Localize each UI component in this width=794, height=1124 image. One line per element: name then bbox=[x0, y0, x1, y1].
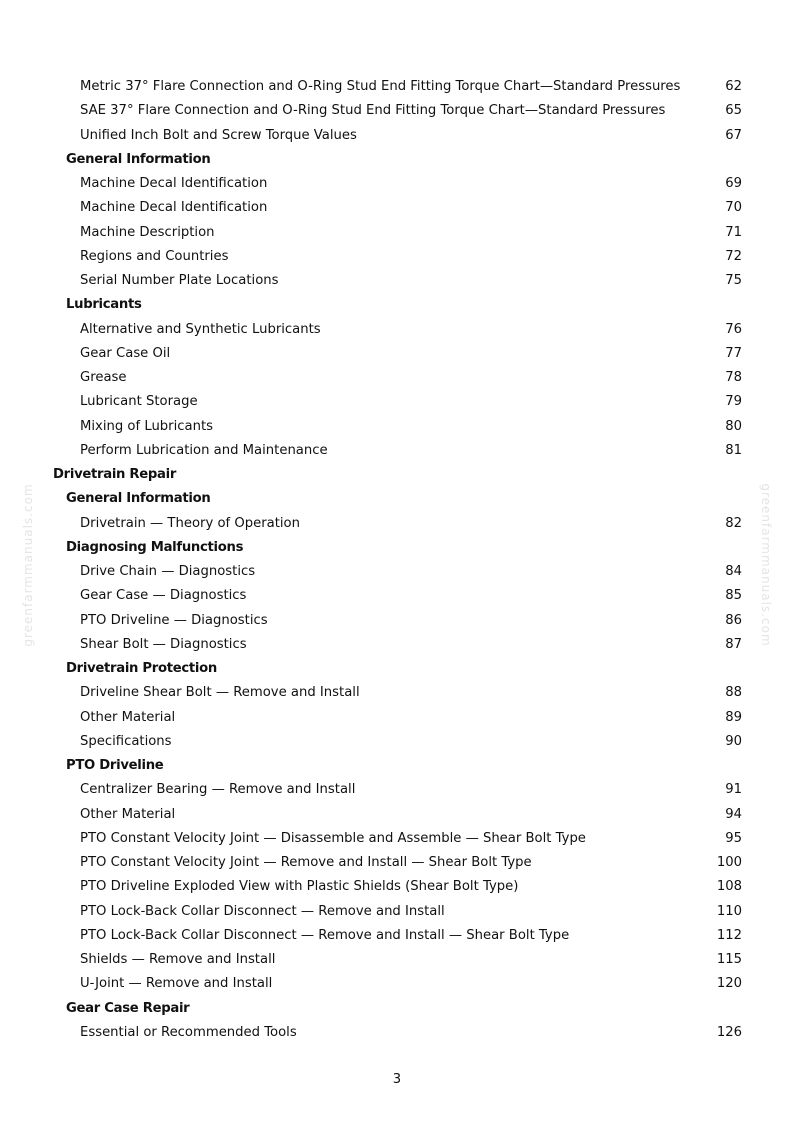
toc-entry-title: Unified Inch Bolt and Screw Torque Values bbox=[80, 127, 357, 143]
toc-entry-page-number: 110 bbox=[716, 903, 742, 919]
toc-entry-page-number: 112 bbox=[716, 927, 742, 943]
toc-entry-title: Gear Case — Diagnostics bbox=[80, 588, 247, 604]
toc-entry-title: PTO Driveline bbox=[66, 758, 164, 773]
toc-entry-title: Perform Lubrication and Maintenance bbox=[80, 442, 328, 458]
toc-entry-title: Lubricant Storage bbox=[80, 394, 198, 410]
toc-entry-page-number: 70 bbox=[725, 200, 742, 216]
toc-entry-page-number: 108 bbox=[716, 879, 742, 895]
toc-entry[interactable] bbox=[0, 245, 794, 269]
toc-entry-page-number: 86 bbox=[725, 612, 742, 628]
toc-entry-title: PTO Driveline — Diagnostics bbox=[80, 612, 268, 628]
toc-subheading bbox=[0, 754, 794, 778]
toc-entry-title: General Information bbox=[66, 151, 211, 167]
toc-entry-page-number: 120 bbox=[716, 976, 742, 992]
toc-entry[interactable] bbox=[0, 221, 794, 245]
toc-subheading bbox=[0, 148, 794, 172]
toc-entry-title: Lubricants bbox=[66, 297, 142, 313]
toc-entry[interactable] bbox=[0, 390, 794, 414]
toc-entry[interactable] bbox=[0, 560, 794, 584]
toc-entry-page-number: 100 bbox=[716, 855, 742, 870]
toc-entry[interactable] bbox=[0, 875, 794, 899]
toc-entry[interactable] bbox=[0, 827, 794, 851]
toc-entry-title: Serial Number Plate Locations bbox=[80, 273, 279, 288]
toc-entry-page-number: 115 bbox=[716, 952, 742, 967]
toc-entry-title: Drivetrain — Theory of Operation bbox=[80, 515, 300, 531]
watermark-left: greenfarmmanuals.com bbox=[21, 483, 35, 647]
toc-entry[interactable] bbox=[0, 196, 794, 220]
toc-entry[interactable] bbox=[0, 803, 794, 827]
toc-entry-title: Centralizer Bearing — Remove and Install bbox=[80, 782, 356, 798]
page-number: 3 bbox=[392, 1072, 402, 1087]
toc-entry[interactable] bbox=[0, 439, 794, 463]
toc-entry-title: Shear Bolt — Diagnostics bbox=[80, 636, 247, 652]
toc-entry[interactable] bbox=[0, 633, 794, 657]
toc-entry-page-number: 77 bbox=[725, 345, 742, 361]
toc-entry-title: Drive Chain — Diagnostics bbox=[80, 564, 256, 579]
toc-entry-page-number: 89 bbox=[725, 709, 742, 725]
toc-entry-title: U-Joint — Remove and Install bbox=[80, 976, 273, 992]
toc-subheading bbox=[0, 536, 794, 560]
toc-entry-title: Drivetrain Repair bbox=[53, 467, 177, 482]
toc-entry-title: Alternative and Synthetic Lubricants bbox=[80, 321, 321, 337]
toc-entry-title: Other Material bbox=[80, 709, 176, 725]
toc-entry-title: Specifications bbox=[80, 733, 172, 749]
toc-entry-title: Grease bbox=[80, 370, 127, 385]
toc-entry-title: PTO Constant Velocity Joint — Disassemble and Assemble — Shear Bolt Type bbox=[80, 830, 586, 846]
toc-entry-title: PTO Driveline Exploded View with Plastic Shields (Shear Bolt Type) bbox=[80, 879, 519, 895]
toc-entry-page-number: 87 bbox=[725, 636, 742, 652]
toc-entry-page-number: 67 bbox=[725, 127, 742, 143]
toc-entry-page-number: 94 bbox=[725, 806, 742, 822]
toc-entry-title: PTO Lock-Back Collar Disconnect — Remove and Install — Shear Bolt Type bbox=[80, 927, 570, 943]
toc-entry-title: PTO Constant Velocity Joint — Remove and Install — Shear Bolt Type bbox=[80, 855, 532, 870]
toc-entry[interactable] bbox=[0, 851, 794, 875]
toc-entry-page-number: 65 bbox=[725, 103, 742, 119]
toc-entry-page-number: 71 bbox=[725, 224, 742, 240]
toc-heading bbox=[0, 463, 794, 487]
toc-entry[interactable] bbox=[0, 269, 794, 293]
toc-entry-page-number: 84 bbox=[725, 564, 742, 579]
toc-entry-page-number: 62 bbox=[725, 79, 742, 94]
toc-entry-title: Machine Description bbox=[80, 224, 215, 240]
table-of-contents bbox=[0, 75, 794, 1045]
toc-subheading bbox=[0, 487, 794, 511]
toc-entry-title: Gear Case Repair bbox=[66, 1000, 190, 1016]
toc-entry-title: Gear Case Oil bbox=[80, 345, 171, 361]
toc-entry-page-number: 69 bbox=[725, 176, 742, 191]
toc-entry-title: SAE 37° Flare Connection and O-Ring Stud End Fitting Torque Chart—Standard Pressures bbox=[80, 103, 666, 119]
toc-entry-page-number: 88 bbox=[725, 685, 742, 701]
toc-entry-title: General Information bbox=[66, 491, 211, 507]
toc-entry[interactable] bbox=[0, 99, 794, 123]
toc-entry[interactable] bbox=[0, 342, 794, 366]
toc-entry[interactable] bbox=[0, 318, 794, 342]
toc-entry-title: Drivetrain Protection bbox=[66, 661, 217, 676]
toc-entry-title: Machine Decal Identification bbox=[80, 176, 268, 191]
toc-entry-title: Metric 37° Flare Connection and O-Ring Stud End Fitting Torque Chart—Standard Pressures bbox=[80, 79, 681, 94]
toc-entry-title: Regions and Countries bbox=[80, 248, 229, 264]
toc-entry-page-number: 80 bbox=[725, 418, 742, 434]
toc-entry-page-number: 81 bbox=[725, 442, 742, 458]
toc-entry-title: Machine Decal Identification bbox=[80, 200, 268, 216]
toc-entry[interactable] bbox=[0, 1021, 794, 1045]
watermark-right: greenfarmmanuals.com bbox=[759, 483, 773, 647]
toc-entry[interactable] bbox=[0, 415, 794, 439]
toc-entry-page-number: 79 bbox=[725, 394, 742, 410]
toc-entry[interactable] bbox=[0, 900, 794, 924]
toc-entry-page-number: 126 bbox=[716, 1024, 742, 1040]
toc-entry-page-number: 95 bbox=[725, 830, 742, 846]
toc-entry[interactable] bbox=[0, 948, 794, 972]
toc-entry-title: PTO Lock-Back Collar Disconnect — Remove and Install bbox=[80, 903, 445, 919]
toc-entry-page-number: 82 bbox=[725, 515, 742, 531]
toc-entry[interactable] bbox=[0, 972, 794, 996]
toc-entry[interactable] bbox=[0, 124, 794, 148]
toc-entry[interactable] bbox=[0, 924, 794, 948]
toc-entry[interactable] bbox=[0, 366, 794, 390]
toc-entry-title: Other Material bbox=[80, 806, 176, 822]
toc-entry-title: Diagnosing Malfunctions bbox=[66, 539, 244, 555]
toc-entry[interactable] bbox=[0, 584, 794, 608]
toc-entry-page-number: 78 bbox=[725, 370, 742, 385]
toc-entry[interactable] bbox=[0, 75, 794, 99]
toc-entry-page-number: 91 bbox=[725, 782, 742, 798]
toc-entry[interactable] bbox=[0, 512, 794, 536]
toc-entry[interactable] bbox=[0, 730, 794, 754]
toc-entry[interactable] bbox=[0, 706, 794, 730]
toc-entry-page-number: 90 bbox=[725, 733, 742, 749]
toc-entry-page-number: 72 bbox=[725, 248, 742, 264]
toc-entry[interactable] bbox=[0, 172, 794, 196]
toc-subheading bbox=[0, 657, 794, 681]
toc-entry[interactable] bbox=[0, 681, 794, 705]
toc-entry-title: Mixing of Lubricants bbox=[80, 418, 213, 434]
toc-entry-title: Shields — Remove and Install bbox=[80, 952, 276, 967]
toc-entry[interactable] bbox=[0, 609, 794, 633]
toc-entry-page-number: 85 bbox=[725, 588, 742, 604]
toc-subheading bbox=[0, 293, 794, 317]
toc-entry-title: Essential or Recommended Tools bbox=[80, 1024, 297, 1040]
toc-entry[interactable] bbox=[0, 778, 794, 802]
toc-entry-title: Driveline Shear Bolt — Remove and Install bbox=[80, 685, 360, 701]
toc-entry-page-number: 76 bbox=[725, 321, 742, 337]
toc-subheading bbox=[0, 997, 794, 1021]
toc-entry-page-number: 75 bbox=[725, 273, 742, 288]
